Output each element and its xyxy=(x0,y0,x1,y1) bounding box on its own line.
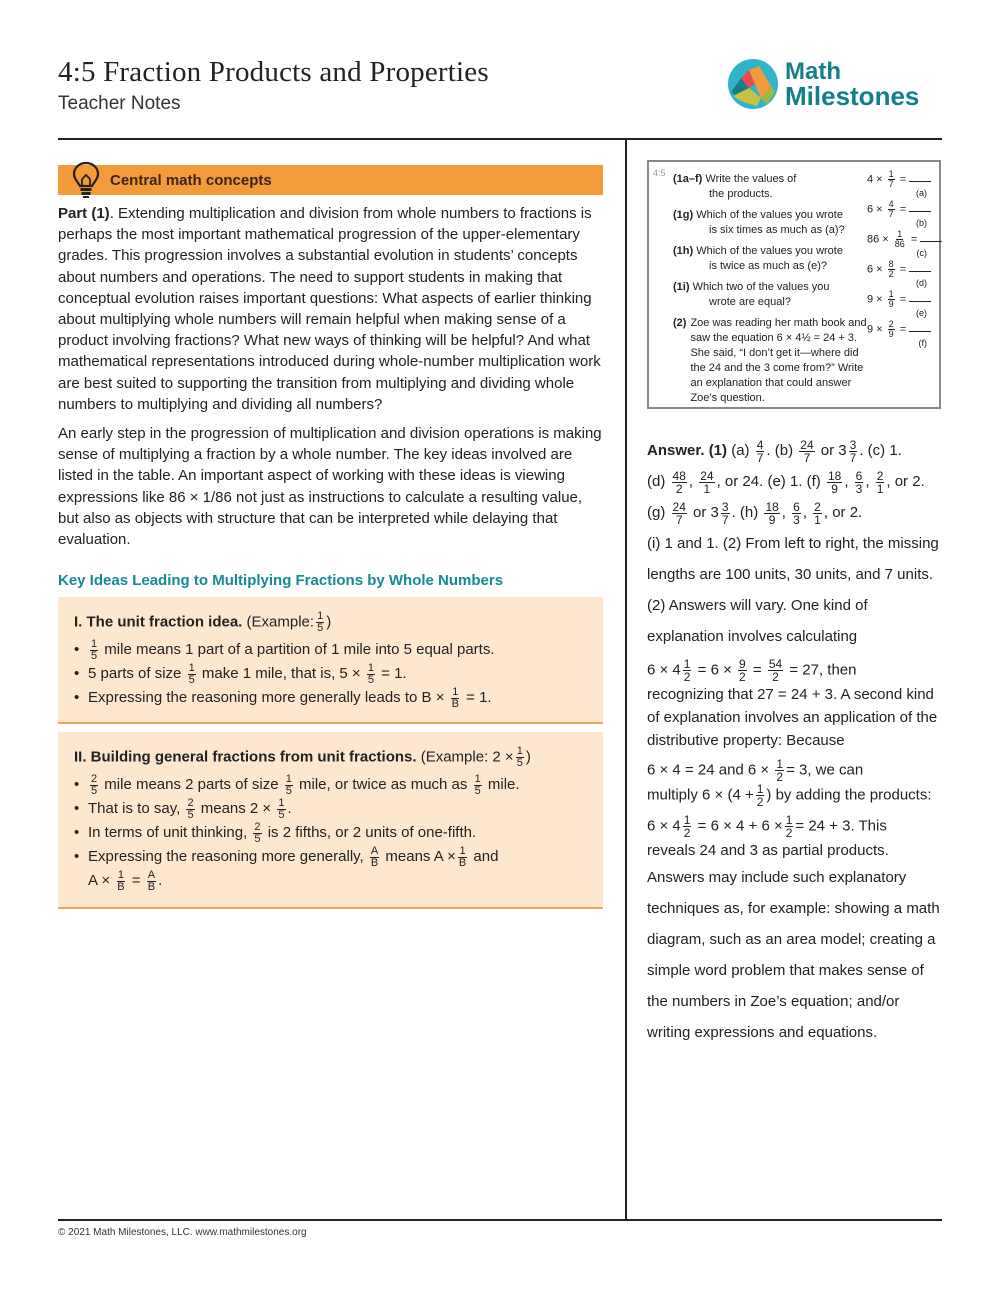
idea-2-bullet: • That is to say, $\frac{2}{5}$ means 2 × $\frac{1}{5}$ . xyxy=(74,797,587,821)
idea-1-bullet: • 5 parts of size $\frac{1}{5}$ make 1 mile, that is, 5 × $\frac{1}{5}$ = 1. xyxy=(74,662,587,686)
idea-2-bullet: • Expressing the reasoning more generally, $\frac{A}{B}$ means A × $\frac{1}{B}$ and A × $\frac{1}{B}$ = $\frac{A}{B}$ . xyxy=(74,845,587,893)
answer-blank xyxy=(909,181,931,182)
part-1-text: . Extending multiplication and division from whole numbers to fractions is perhaps the most important mathematical progression of the upper-elementary grades. This progression involves a substantial evolution in students’ concepts about numbers and operations. The need to support students in making that conceptual evolution raises important questions: What aspects of earlier thinking about multiplying whole numbers will remain helpful when making sense of a product involving fractions? What new ways of thinking will be helpful? And what mathematical representations introduced during whole-number multiplication work are best suited to supporting the transition from multiplying and dividing whole numbers to multiplying and dividing all numbers? xyxy=(58,205,601,413)
page-subtitle: Teacher Notes xyxy=(58,93,181,114)
key-ideas-heading: Key Ideas Leading to Multiplying Fractions by Whole Numbers xyxy=(58,572,504,590)
central-concepts-banner xyxy=(58,165,603,195)
idea-1-bullet: • Expressing the reasoning more generally leads to B × $\frac{1}{B}$ = 1. xyxy=(74,686,587,710)
answer-calc-3: 6 × 4 $\frac{1}{2}$ = 6 × 4 + 6 × $\frac{1}{2}$ = 24 + 3. This reveals 24 and 3 as partial products. xyxy=(647,813,889,859)
answer-text-4: Answers may include such explanatory techniques as, for example: showing a math diagram, such as an area model; creating a simple word problem that makes sense of the numbers in Zoe’s equation; and/or writing expressions and equations. xyxy=(647,869,940,1041)
answer-section xyxy=(647,435,942,1048)
problem-item: (1a–f) Write the values of the products. xyxy=(673,173,797,200)
answer-calc-1: 6 × 4 $\frac{1}{2}$ = 6 × $\frac{9}{2}$ = $\frac{54}{2}$ = 27, then recognizing that 27 = 24 + 3. A second kind of explanation involves an application of the distributive property: Because xyxy=(647,657,938,749)
idea-box-general-fractions xyxy=(58,732,603,909)
answer-line-2: (d) $\frac{48}{2}$ , $\frac{24}{1}$ , or 24. (e) 1. (f) $\frac{18}{9}$ , $\frac{6}{3}$ , $\frac{2}{1}$ , or 2. xyxy=(647,468,925,496)
answer-text-1: (i) 1 and 1. (2) From left to right, the missing lengths are 100 units, 30 units, and 7 units. (2) Answers will vary. One kind of explanation involves calculating xyxy=(647,535,939,645)
answer-blank xyxy=(909,211,931,212)
paragraph-early-step: An early step in the progression of multiplication and division operations is making sense of multiplying a fraction by a whole number. The key ideas involved are listed in the table. An important aspect of working with these ideas is viewing expressions like 86 × 1/86 not just as instructions to calculate a resulting value, but also as objects with structure that can be interpreted while delaying that evaluation. xyxy=(58,425,602,549)
idea-2-bullet: • $\frac{2}{5}$ mile means 2 parts of size $\frac{1}{5}$ mile, or twice as much as $\frac{1}{5}$ mile. xyxy=(74,773,587,797)
answer-line-1: Answer. (1) (a) $\frac{4}{7}$ . (b) $\frac{24}{7}$ or 3 $\frac{3}{7}$ . (c) 1. xyxy=(647,437,902,465)
page-title: 4:5 Fraction Products and Properties xyxy=(58,56,489,88)
idea-box-unit-fraction xyxy=(58,597,603,724)
answer-line-3: (g) $\frac{24}{7}$ or 3 $\frac{3}{7}$ . (h) $\frac{18}{9}$ , $\frac{6}{3}$ , $\frac{2}{1}$ , or 2. xyxy=(647,499,863,527)
footer-copyright: © 2021 Math Milestones, LLC. www.mathmilestones.org xyxy=(58,1227,307,1238)
logo-line-1: Math xyxy=(785,57,841,85)
idea-2-bullet: • In terms of unit thinking, $\frac{2}{5}$ is 2 fifths, or 2 units of one-fifth. xyxy=(74,821,587,845)
equation-b: 6 × $\frac{4}{7}$ = (b) xyxy=(867,200,939,228)
answer-calc-2: 6 × 4 = 24 and 6 × $\frac{1}{2}$ = 3, we can multiply 6 × (4 + $\frac{1}{2}$ ) by adding the products: xyxy=(647,757,932,809)
header-divider xyxy=(58,138,942,140)
banner-label: Central math concepts xyxy=(110,171,272,189)
equation-e: 9 × $\frac{1}{9}$ = (e) xyxy=(867,290,939,318)
footer-divider xyxy=(58,1219,942,1221)
lesson-tag: 4:5 xyxy=(653,168,666,178)
answer-blank xyxy=(909,271,931,272)
lightbulb-icon xyxy=(72,161,100,199)
problem-item: (1i) Which two of the values you wrote are equal? xyxy=(673,281,830,308)
product-equations xyxy=(867,170,939,350)
equation-f: 9 × $\frac{2}{9}$ = (f) xyxy=(867,320,939,348)
logo-line-2: Milestones xyxy=(785,80,920,111)
student-problem-box xyxy=(647,160,941,409)
part-1-lead: Part (1) xyxy=(58,205,110,222)
idea-1-heading: I. The unit fraction idea. (Example: $\frac{1}{5}$ ) xyxy=(74,610,332,635)
equation-c: 86 × $\frac{1}{86}$ = (c) xyxy=(867,230,939,258)
mountain-logo-icon xyxy=(727,58,779,110)
idea-1-bullet: • $\frac{1}{5}$ mile means 1 part of a partition of 1 mile into 5 equal parts. xyxy=(74,638,587,662)
paragraph-part-1 xyxy=(58,203,603,415)
problem-item-2: (2) Zoe was reading her math book and saw the equation 6 × 4½ = 24 + 3. She said, “I don’t get it—where did the 24 and the 3 come from?” Write an explanation that could answer Zoe’s question. xyxy=(673,317,867,404)
problem-item: (1h) Which of the values you wrote is twice as much as (e)? xyxy=(673,245,843,272)
problem-item: (1g) Which of the values you wrote is six times as much as (a)? xyxy=(673,209,845,236)
column-divider xyxy=(625,140,627,1220)
equation-a: 4 × $\frac{1}{7}$ = (a) xyxy=(867,170,939,198)
math-milestones-logo[interactable] xyxy=(727,56,947,112)
answer-blank xyxy=(909,301,931,302)
answer-blank xyxy=(909,331,931,332)
left-column xyxy=(58,165,603,909)
idea-2-heading: II. Building general fractions from unit fractions. (Example: 2 × $\frac{1}{5}$ ) xyxy=(74,745,531,770)
right-column xyxy=(647,160,942,1048)
answer-blank xyxy=(920,241,942,242)
equation-d: 6 × $\frac{8}{2}$ = (d) xyxy=(867,260,939,288)
